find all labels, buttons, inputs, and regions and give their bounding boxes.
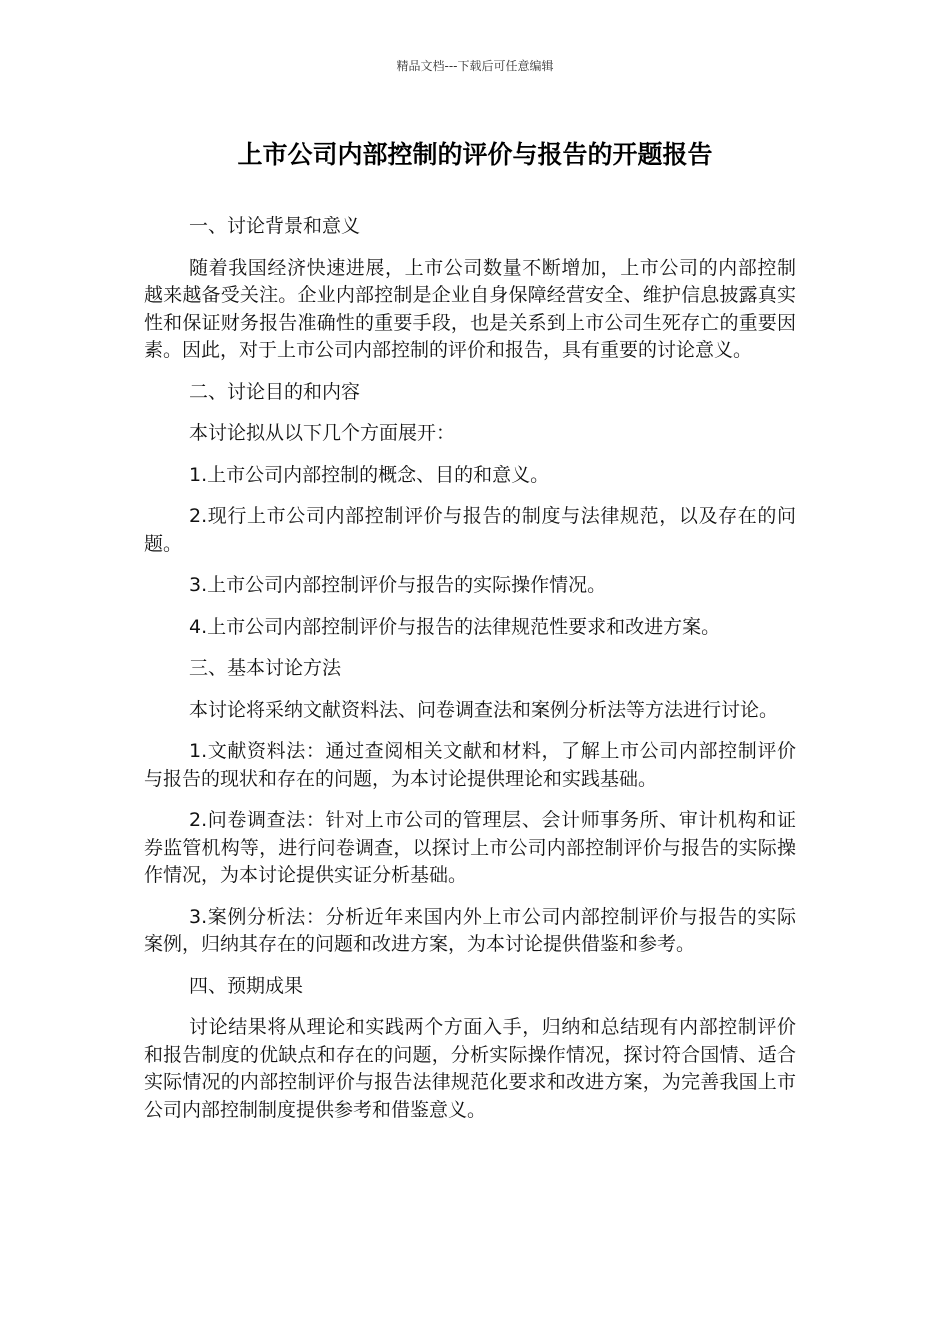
section-heading-outcomes: 四、预期成果 — [189, 974, 304, 997]
section-heading-purpose: 二、讨论目的和内容 — [189, 380, 361, 403]
list-item-purpose-4: 4.上市公司内部控制评价与报告的法律规范性要求和改进方案。 — [189, 615, 721, 638]
list-item-method-2: 2.问卷调查法：针对上市公司的管理层、会计师事务所、审计机构和证券监管机构等，进行问卷调查，以探讨上市公司内部控制评价与报告的实际操作情况，为本讨论提供实证分析基础。 — [144, 809, 796, 886]
list-item-purpose-2: 2.现行上市公司内部控制评价与报告的制度与法律规范，以及存在的问题。 — [144, 505, 796, 555]
paragraph-purpose-intro: 本讨论拟从以下几个方面展开： — [189, 422, 456, 444]
list-item-method-1: 1.文献资料法：通过查阅相关文献和材料，了解上市公司内部控制评价与报告的现状和存在的问题，为本讨论提供理论和实践基础。 — [144, 740, 796, 790]
list-item-method-3: 3.案例分析法：分析近年来国内外上市公司内部控制评价与报告的实际案例，归纳其存在的问题和改进方案，为本讨论提供借鉴和参考。 — [144, 905, 796, 955]
paragraph-methods-intro: 本讨论将采纳文献资料法、问卷调查法和案例分析法等方法进行讨论。 — [189, 698, 779, 721]
paragraph-outcomes: 讨论结果将从理论和实践两个方面入手，归纳和总结现有内部控制评价和报告制度的优缺点和存在的问题，分析实际操作情况，探讨符合国情、适合实际情况的内部控制评价与报告法律规范化要求和改进方案，为完善我国上市公司内部控制制度提供参考和借鉴意义。 — [144, 1016, 796, 1121]
document-title: 上市公司内部控制的评价与报告的开题报告 — [237, 140, 713, 169]
section-heading-methods: 三、基本讨论方法 — [189, 657, 342, 679]
paragraph-background: 随着我国经济快速进展，上市公司数量不断增加，上市公司的内部控制越来越备受关注。企业内部控制是企业自身保障经营安全、维护信息披露真实性和保证财务报告准确性的重要手段，也是关系到上市公司生死存亡的重要因素。因此，对于上市公司内部控制的评价和报告，具有重要的讨论意义。 — [144, 256, 796, 361]
document-body — [144, 213, 796, 1138]
page-header: 精品文档---下载后可任意编辑 — [396, 59, 554, 73]
section-heading-background: 一、讨论背景和意义 — [189, 215, 361, 237]
list-item-purpose-3: 3.上市公司内部控制评价与报告的实际操作情况。 — [189, 574, 607, 596]
list-item-purpose-1: 1.上市公司内部控制的概念、目的和意义。 — [189, 463, 550, 486]
